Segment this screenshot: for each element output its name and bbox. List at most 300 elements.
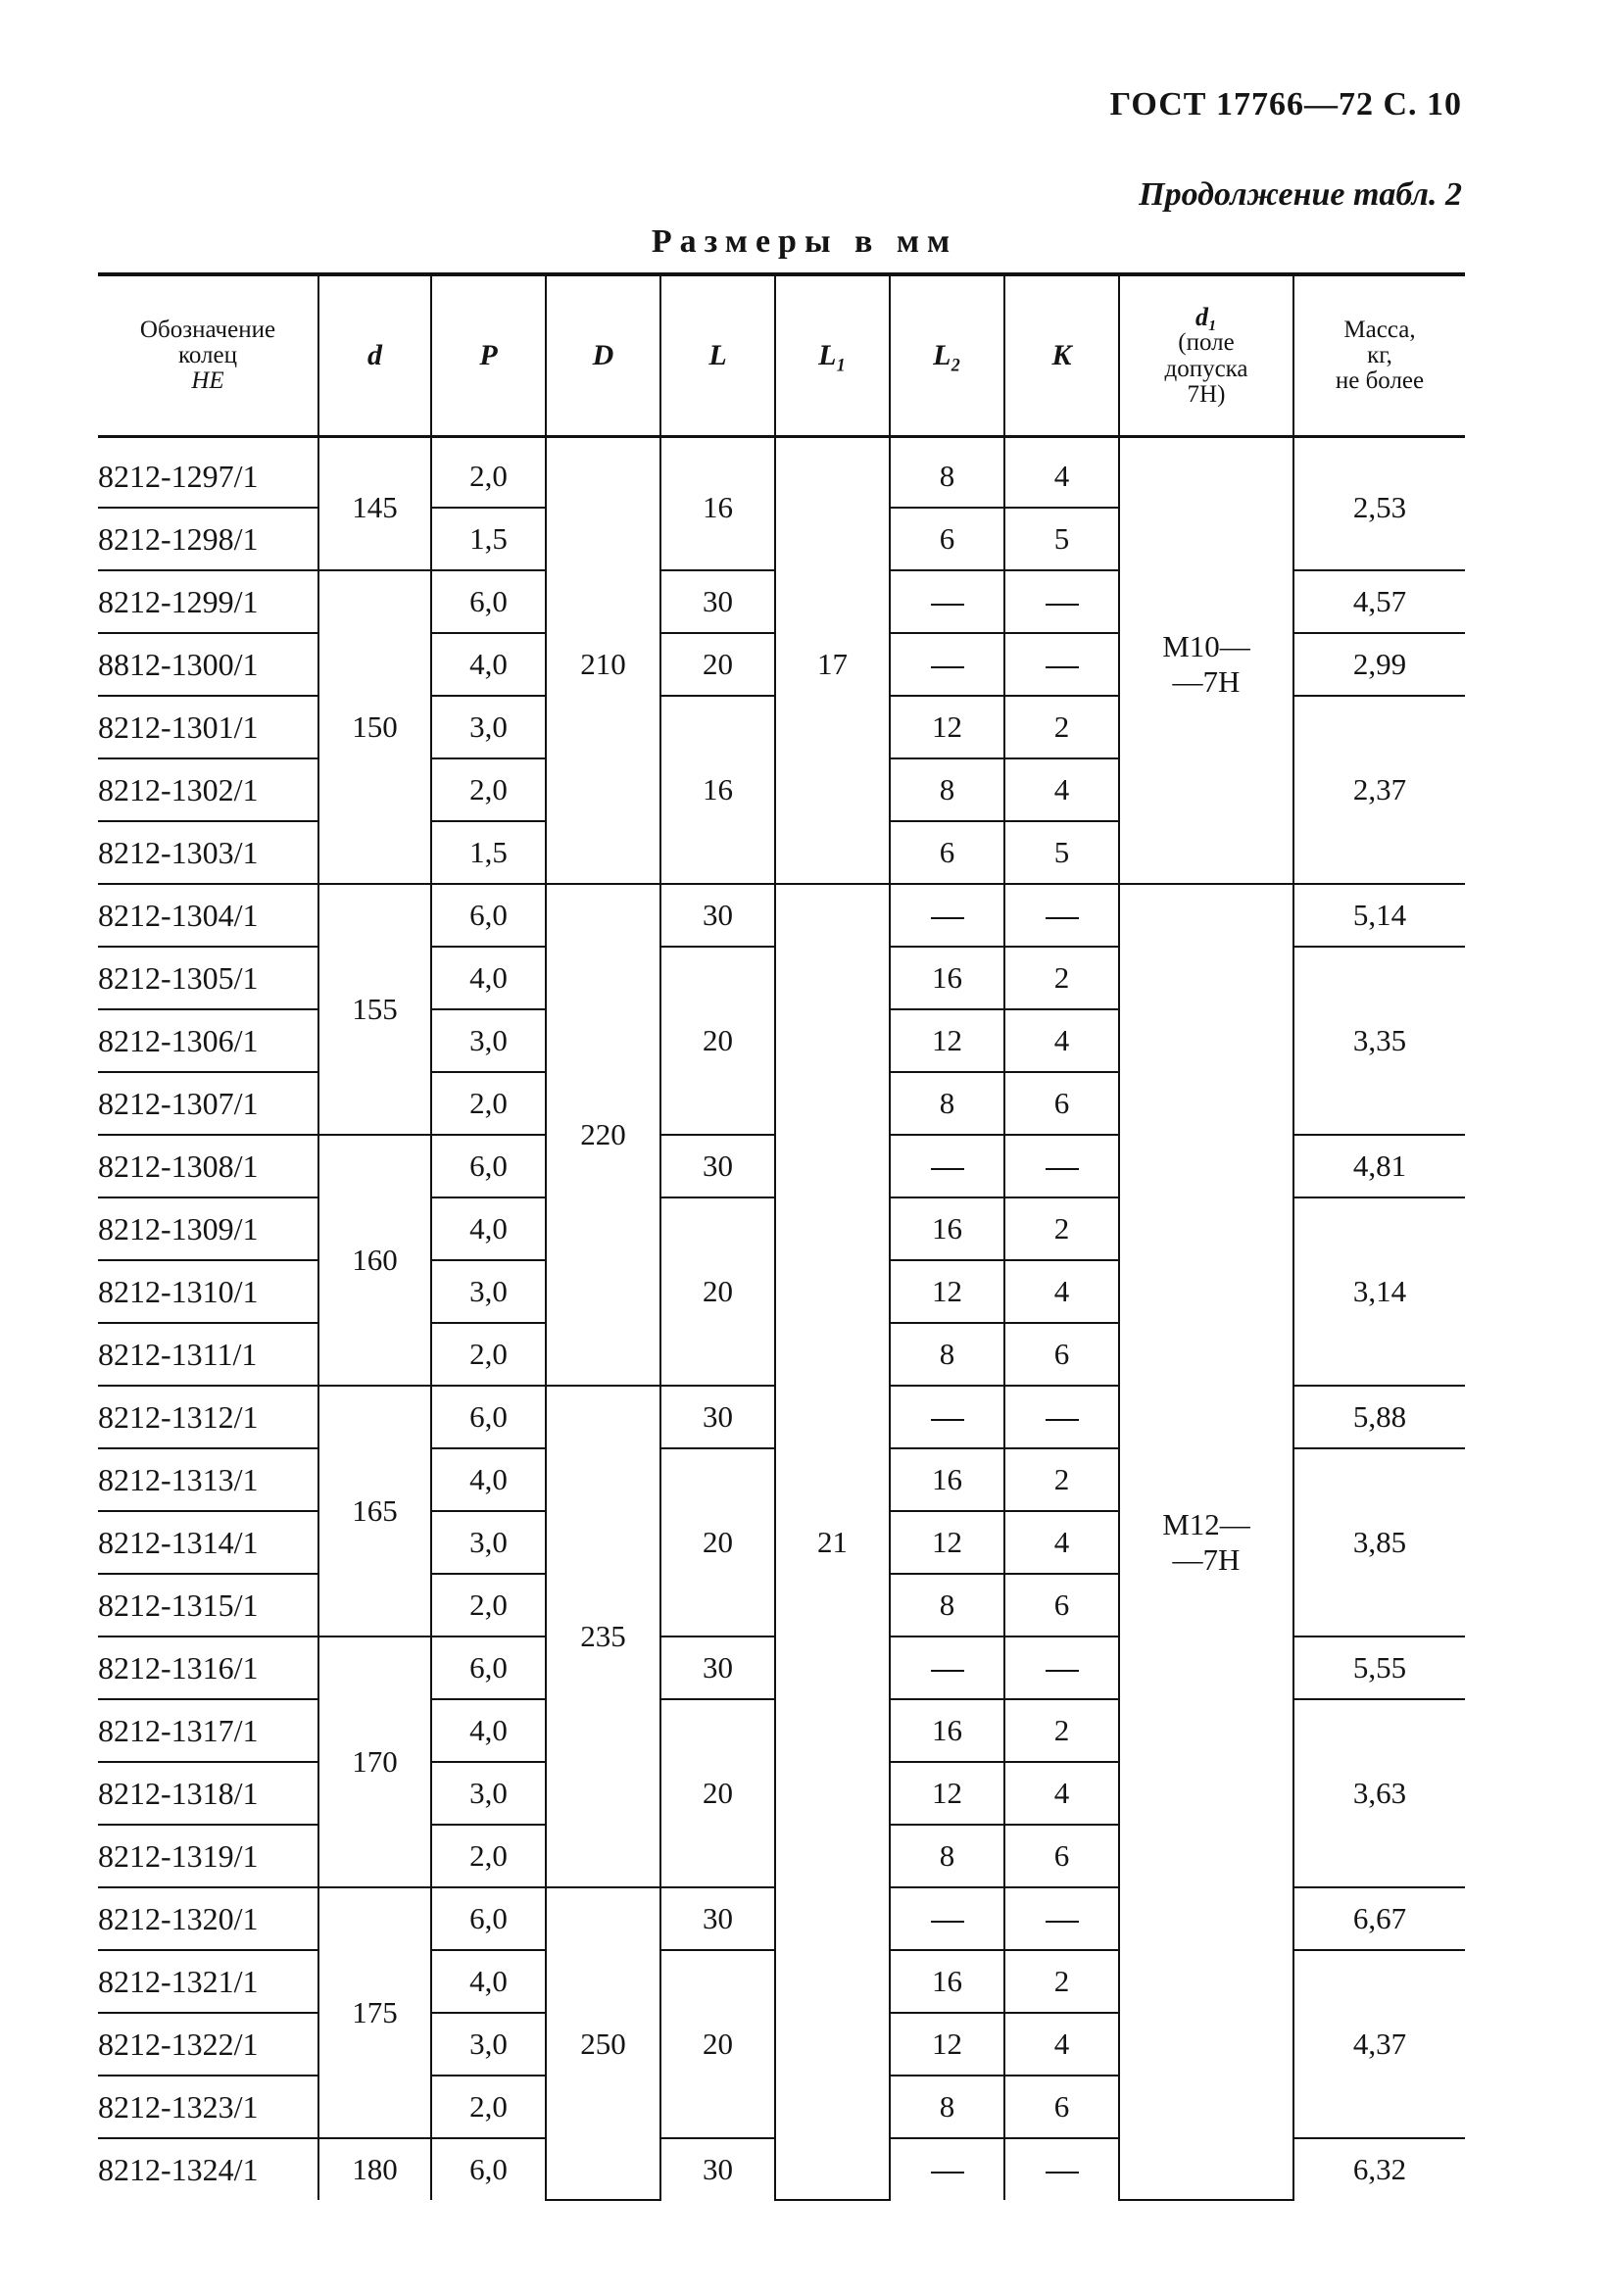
dash-mark — [931, 917, 964, 919]
d-cell — [318, 437, 431, 571]
l2-cell — [890, 1135, 1004, 1197]
designation-cell: 8212-1311/1 — [98, 1323, 318, 1386]
cell-text-line: 12 — [932, 1525, 962, 1559]
col-header-k-label: K — [1051, 339, 1072, 372]
d-cell — [546, 1887, 660, 2200]
col-header-p — [431, 274, 546, 437]
cell-text-line: 5,55 — [1352, 1650, 1407, 1685]
l-cell — [660, 1386, 775, 1448]
l2-cell — [890, 1637, 1004, 1699]
col-header-d1-line3: допуска — [1164, 355, 1248, 382]
cell-text-line: 2 — [1053, 960, 1070, 995]
cell-text-line: 8 — [939, 772, 955, 806]
cell-text-line: 4 — [1053, 1525, 1070, 1559]
mass-cell — [1293, 1448, 1465, 1637]
p-cell — [431, 633, 546, 696]
p-cell — [431, 1448, 546, 1511]
cell-text-line: 180 — [352, 2152, 398, 2186]
designation-cell: 8212-1297/1 — [98, 437, 318, 509]
cell-text-line: 2,0 — [469, 1086, 508, 1120]
p-cell — [431, 570, 546, 633]
mass-cell — [1293, 437, 1465, 571]
cell-text-line: 220 — [580, 1117, 626, 1151]
p-cell — [431, 1825, 546, 1887]
p-cell — [431, 2076, 546, 2138]
k-cell — [1004, 1699, 1119, 1762]
l2-cell — [890, 1699, 1004, 1762]
designation-cell: 8212-1303/1 — [98, 821, 318, 884]
designation-cell: 8212-1302/1 — [98, 758, 318, 821]
cell-text-line: 12 — [932, 1776, 962, 1810]
col-header-l2-label: L₂ — [933, 339, 961, 372]
cell-text-line: 30 — [703, 2152, 733, 2186]
col-header-k — [1004, 274, 1119, 437]
cell-text-line: 6 — [939, 835, 955, 869]
p-cell — [431, 1072, 546, 1135]
col-header-designation-line1: Обозначение — [139, 316, 276, 343]
l2-cell — [890, 1448, 1004, 1511]
k-cell — [1004, 633, 1119, 696]
col-header-l1-label: L₁ — [818, 339, 847, 372]
cell-text-line: M10— — [1162, 629, 1250, 663]
d-cell — [318, 1135, 431, 1386]
cell-text-line: 16 — [932, 960, 962, 995]
col-header-outer-d-label: D — [592, 339, 614, 372]
p-cell — [431, 1260, 546, 1323]
cell-text-line: 3,0 — [469, 1776, 508, 1810]
l-cell — [660, 1887, 775, 1950]
cell-text-line: 16 — [932, 1713, 962, 1747]
table-header-row — [98, 274, 1465, 437]
k-cell — [1004, 1197, 1119, 1260]
cell-text-line: 1,5 — [469, 835, 508, 869]
table-continuation-label: Продолжение табл. 2 — [1139, 176, 1462, 213]
cell-text-line: 4 — [1053, 1023, 1070, 1057]
cell-text-line: 2 — [1053, 1211, 1070, 1246]
col-header-designation-line2: колец — [178, 341, 237, 368]
l-cell — [660, 570, 775, 633]
p-cell — [431, 1950, 546, 2013]
designation-cell: 8212-1298/1 — [98, 508, 318, 570]
cell-text-line: 5,88 — [1352, 1399, 1407, 1434]
p-cell — [431, 1511, 546, 1574]
cell-text-line: 8 — [939, 1337, 955, 1371]
l2-cell — [890, 1762, 1004, 1825]
cell-text-line: 4,0 — [469, 1964, 508, 1998]
cell-text-line: 6,0 — [469, 1901, 508, 1935]
dash-mark — [1046, 2172, 1079, 2174]
designation-cell: 8212-1318/1 — [98, 1762, 318, 1825]
l2-cell — [890, 2138, 1004, 2200]
mass-cell — [1293, 570, 1465, 633]
cell-text-line: 6,0 — [469, 898, 508, 932]
l2-cell — [890, 570, 1004, 633]
cell-text-line: 16 — [703, 772, 733, 806]
dash-mark — [931, 604, 964, 606]
p-cell — [431, 1637, 546, 1699]
p-cell — [431, 437, 546, 509]
l-cell — [660, 884, 775, 947]
cell-text-line: 4,0 — [469, 1462, 508, 1496]
cell-text-line: 16 — [932, 1462, 962, 1496]
designation-cell: 8212-1324/1 — [98, 2151, 259, 2187]
cell-text-line: 6 — [1053, 1588, 1070, 1622]
cell-text-line: 4 — [1053, 459, 1070, 493]
l2-cell — [890, 947, 1004, 1009]
designation-cell: 8212-1319/1 — [98, 1825, 318, 1887]
l2-cell — [890, 1072, 1004, 1135]
d-cell — [318, 570, 431, 884]
p-cell — [431, 1323, 546, 1386]
l2-cell — [890, 696, 1004, 758]
cell-text-line: 3,0 — [469, 1274, 508, 1308]
mass-cell — [1293, 1699, 1465, 1887]
cell-text-line: 4,0 — [469, 1211, 508, 1246]
designation-cell: 8212-1310/1 — [98, 1260, 318, 1323]
col-header-designation — [98, 274, 318, 437]
designation-cell: 8212-1322/1 — [98, 2013, 318, 2076]
cell-text-line: 2 — [1053, 1964, 1070, 1998]
dash-mark — [1046, 1921, 1079, 1923]
cell-text-line: 2,0 — [469, 1588, 508, 1622]
d-cell — [546, 1386, 660, 1887]
col-header-d — [318, 274, 431, 437]
l-cell — [660, 947, 775, 1135]
cell-text-line: 2,0 — [469, 459, 508, 493]
dash-mark — [931, 1419, 964, 1421]
designation-cell: 8212-1306/1 — [98, 1009, 318, 1072]
cell-text-line: 6,0 — [469, 1148, 508, 1183]
mass-cell — [1293, 884, 1465, 947]
l2-cell — [890, 437, 1004, 509]
designation-cell: 8212-1317/1 — [98, 1699, 318, 1762]
l2-cell — [890, 758, 1004, 821]
cell-text-line: 17 — [817, 647, 848, 681]
cell-text-line: 8 — [939, 2089, 955, 2124]
cell-text-line: 175 — [352, 1995, 398, 2029]
cell-text-line: 3,0 — [469, 709, 508, 744]
dimensions-table — [98, 272, 1465, 2201]
mass-cell — [1293, 2138, 1465, 2200]
k-cell — [1004, 821, 1119, 884]
l2-cell — [890, 1009, 1004, 1072]
dash-mark — [931, 1168, 964, 1170]
l2-cell — [890, 1574, 1004, 1637]
p-cell — [431, 2138, 546, 2200]
dash-mark — [931, 666, 964, 668]
cell-text-line: 4 — [1053, 1776, 1070, 1810]
mass-cell — [1293, 1637, 1465, 1699]
designation-cell: 8212-1299/1 — [98, 570, 318, 633]
dash-mark — [1046, 1419, 1079, 1421]
col-header-d1-line1: d₁ — [1195, 302, 1218, 331]
k-cell — [1004, 508, 1119, 570]
cell-text-line: 12 — [932, 1274, 962, 1308]
col-header-d1-line4: 7H) — [1187, 380, 1226, 408]
col-header-d1-line2: (поле — [1178, 329, 1235, 357]
col-header-mass — [1293, 274, 1465, 437]
cell-text-line: 2,0 — [469, 1838, 508, 1873]
l-cell — [660, 1699, 775, 1887]
cell-text-line: 30 — [703, 584, 733, 618]
cell-text-line: 2 — [1053, 709, 1070, 744]
cell-text-line: 3,63 — [1352, 1776, 1407, 1810]
cell-text-line: 2,0 — [469, 2089, 508, 2124]
cell-text-line: 3,85 — [1352, 1525, 1407, 1559]
cell-text-line: 4,81 — [1352, 1148, 1407, 1183]
designation-cell: 8212-1309/1 — [98, 1197, 318, 1260]
d-cell — [318, 1887, 431, 2138]
designation-cell: 8212-1315/1 — [98, 1574, 318, 1637]
cell-text-line: 20 — [703, 2027, 733, 2061]
col-header-d-label: d — [367, 339, 382, 372]
l2-cell — [890, 633, 1004, 696]
dash-mark — [931, 1670, 964, 1672]
p-cell — [431, 1135, 546, 1197]
cell-text-line: 3,0 — [469, 2027, 508, 2061]
cell-text-line: 6,32 — [1352, 2152, 1407, 2186]
cell-text-line: 6 — [939, 521, 955, 556]
d-cell — [318, 884, 431, 1135]
cell-text-line: 2,99 — [1352, 647, 1407, 681]
col-header-mass-line1: Масса, — [1343, 316, 1416, 343]
dash-mark — [1046, 604, 1079, 606]
l2-cell — [890, 1260, 1004, 1323]
k-cell — [1004, 696, 1119, 758]
mass-cell — [1293, 1197, 1465, 1386]
k-cell — [1004, 2013, 1119, 2076]
cell-text-line: 21 — [817, 1524, 848, 1559]
cell-text-line: 160 — [352, 1243, 398, 1277]
k-cell — [1004, 947, 1119, 1009]
k-cell — [1004, 1135, 1119, 1197]
col-header-l — [660, 274, 775, 437]
k-cell — [1004, 1762, 1119, 1825]
k-cell — [1004, 2076, 1119, 2138]
designation-cell: 8212-1321/1 — [98, 1950, 318, 2013]
k-cell — [1004, 570, 1119, 633]
col-header-l1 — [775, 274, 890, 437]
cell-text-line: 30 — [703, 898, 733, 932]
k-cell — [1004, 437, 1119, 509]
p-cell — [431, 947, 546, 1009]
table-body — [98, 437, 1465, 2201]
dash-mark — [1046, 1168, 1079, 1170]
designation-cell: 8212-1312/1 — [98, 1386, 318, 1448]
p-cell — [431, 1887, 546, 1950]
cell-text-line: 3,0 — [469, 1023, 508, 1057]
cell-text-line: 6 — [1053, 1838, 1070, 1873]
cell-text-line: 20 — [703, 1525, 733, 1559]
cell-text-line: M12— — [1162, 1506, 1250, 1541]
col-header-designation-line3: НЕ — [191, 367, 224, 395]
l2-cell — [890, 2076, 1004, 2138]
cell-text-line: 5 — [1053, 521, 1070, 556]
p-cell — [431, 758, 546, 821]
k-cell — [1004, 1637, 1119, 1699]
col-header-d1 — [1119, 274, 1293, 437]
l2-cell — [890, 884, 1004, 947]
designation-cell: 8212-1301/1 — [98, 696, 318, 758]
p-cell — [431, 1699, 546, 1762]
cell-text-line: 4,57 — [1352, 584, 1407, 618]
cell-text-line: 6,0 — [469, 584, 508, 618]
cell-text-line: 5 — [1053, 835, 1070, 869]
dash-mark — [931, 1921, 964, 1923]
cell-text-line: 20 — [703, 1023, 733, 1057]
k-cell — [1004, 1825, 1119, 1887]
dash-mark — [1046, 666, 1079, 668]
l-cell — [660, 1637, 775, 1699]
cell-text-line: 170 — [352, 1744, 398, 1779]
col-header-mass-line2: кг, — [1367, 341, 1392, 368]
cell-text-line: 6,0 — [469, 2152, 508, 2186]
designation-cell: 8212-1323/1 — [98, 2076, 318, 2138]
designation-cell: 8812-1300/1 — [98, 633, 318, 696]
cell-text-line: 150 — [352, 709, 398, 744]
p-cell — [431, 508, 546, 570]
l-cell — [660, 2138, 775, 2200]
mass-cell — [1293, 947, 1465, 1135]
cell-text-line: 2,37 — [1352, 772, 1407, 806]
l2-cell — [890, 1197, 1004, 1260]
p-cell — [431, 1009, 546, 1072]
d-cell — [546, 884, 660, 1386]
cell-text-line: 12 — [932, 1023, 962, 1057]
designation-cell: 8212-1313/1 — [98, 1448, 318, 1511]
designation-cell: 8212-1304/1 — [98, 884, 318, 947]
k-cell — [1004, 1386, 1119, 1448]
units-caption: Размеры в мм — [651, 223, 958, 260]
designation-cell: 8212-1314/1 — [98, 1511, 318, 1574]
cell-text-line: 16 — [703, 490, 733, 524]
cell-text-line: 4 — [1053, 2027, 1070, 2061]
l-cell — [660, 696, 775, 884]
l-cell — [660, 1448, 775, 1637]
k-cell — [1004, 1323, 1119, 1386]
designation-cell: 8212-1320/1 — [98, 1887, 318, 1950]
k-cell — [1004, 758, 1119, 821]
cell-text-line: 2 — [1053, 1713, 1070, 1747]
page-header: ГОСТ 17766—72 С. 10 — [1109, 86, 1462, 122]
dash-mark — [1046, 1670, 1079, 1672]
cell-text-line: 20 — [703, 647, 733, 681]
cell-text-line: 1,5 — [469, 521, 508, 556]
designation-cell: 8212-1307/1 — [98, 1072, 318, 1135]
l1-cell — [775, 437, 890, 885]
p-cell — [431, 821, 546, 884]
p-cell — [431, 884, 546, 947]
col-header-l2 — [890, 274, 1004, 437]
l2-cell — [890, 1825, 1004, 1887]
cell-text-line: 6,0 — [469, 1650, 508, 1685]
designation-cell: 8212-1305/1 — [98, 947, 318, 1009]
cell-text-line: —7H — [1172, 1541, 1241, 1577]
cell-text-line: 6 — [1053, 1086, 1070, 1120]
cell-text-line: 6,67 — [1352, 1901, 1407, 1935]
cell-text-line: 8 — [939, 1086, 955, 1120]
cell-text-line: 30 — [703, 1901, 733, 1935]
d-cell — [546, 437, 660, 885]
p-cell — [431, 1197, 546, 1260]
dash-mark — [1046, 917, 1079, 919]
l-cell — [660, 437, 775, 571]
k-cell — [1004, 1887, 1119, 1950]
cell-text-line: 6 — [1053, 2089, 1070, 2124]
designation-cell: 8212-1316/1 — [98, 1637, 318, 1699]
l2-cell — [890, 1950, 1004, 2013]
cell-text-line: 16 — [932, 1211, 962, 1246]
l2-cell — [890, 1887, 1004, 1950]
cell-text-line: 30 — [703, 1399, 733, 1434]
col-header-outer-d — [546, 274, 660, 437]
mass-cell — [1293, 1950, 1465, 2138]
k-cell — [1004, 1950, 1119, 2013]
d1-cell — [1119, 437, 1293, 885]
cell-text-line: 4,0 — [469, 1713, 508, 1747]
k-cell — [1004, 2138, 1119, 2200]
k-cell — [1004, 1072, 1119, 1135]
cell-text-line: 4 — [1053, 1274, 1070, 1308]
cell-text-line: 2,0 — [469, 1337, 508, 1371]
l2-cell — [890, 1386, 1004, 1448]
l1-cell — [775, 884, 890, 2200]
col-header-l-label: L — [708, 339, 727, 372]
k-cell — [1004, 1009, 1119, 1072]
cell-text-line: 3,35 — [1352, 1023, 1407, 1057]
designation-cell: 8212-1308/1 — [98, 1135, 318, 1197]
cell-text-line: 165 — [352, 1493, 398, 1528]
cell-text-line: 4,37 — [1352, 2027, 1407, 2061]
cell-text-line: 2 — [1053, 1462, 1070, 1496]
cell-text-line: 145 — [352, 490, 398, 524]
table-row — [98, 437, 1465, 509]
k-cell — [1004, 1260, 1119, 1323]
cell-text-line: 235 — [580, 1619, 626, 1653]
p-cell — [431, 1762, 546, 1825]
cell-text-line: 8 — [939, 1588, 955, 1622]
l2-cell — [890, 508, 1004, 570]
d-cell — [318, 1386, 431, 1637]
cell-text-line: 6 — [1053, 1337, 1070, 1371]
cell-text-line: 30 — [703, 1148, 733, 1183]
k-cell — [1004, 1511, 1119, 1574]
cell-text-line: 12 — [932, 2027, 962, 2061]
cell-text-line: 30 — [703, 1650, 733, 1685]
l-cell — [660, 633, 775, 696]
l-cell — [660, 1950, 775, 2138]
p-cell — [431, 1386, 546, 1448]
cell-text-line: 210 — [580, 647, 626, 681]
cell-text-line: 4 — [1053, 772, 1070, 806]
cell-text-line: 8 — [939, 459, 955, 493]
cell-text-line: 3,14 — [1352, 1274, 1407, 1308]
dash-mark — [931, 2172, 964, 2174]
cell-text-line: 12 — [932, 709, 962, 744]
cell-text-line: 250 — [580, 2026, 626, 2061]
l2-cell — [890, 821, 1004, 884]
mass-cell — [1293, 633, 1465, 696]
l2-cell — [890, 2013, 1004, 2076]
cell-text-line: 16 — [932, 1964, 962, 1998]
l2-cell — [890, 1323, 1004, 1386]
cell-text-line: 155 — [352, 992, 398, 1026]
cell-text-line: 2,53 — [1352, 490, 1407, 524]
mass-cell — [1293, 1887, 1465, 1950]
cell-text-line: 20 — [703, 1776, 733, 1810]
cell-text-line: 4,0 — [469, 647, 508, 681]
col-header-mass-line3: не более — [1335, 367, 1425, 395]
